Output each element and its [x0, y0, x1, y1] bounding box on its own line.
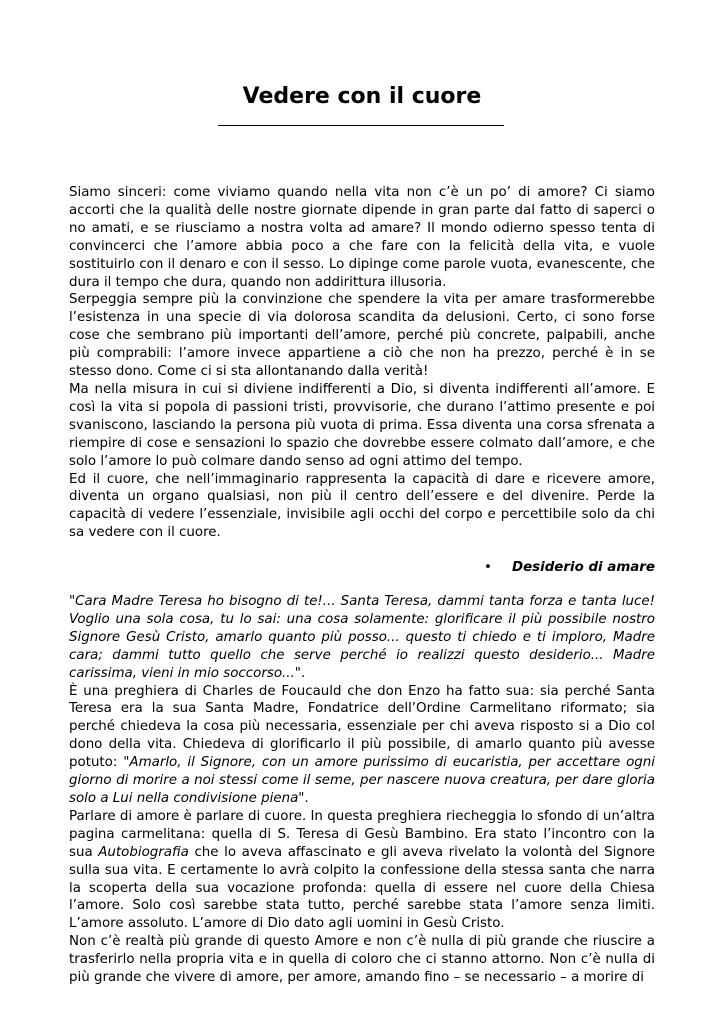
body-paragraph-2 [69, 683, 655, 808]
intro-paragraph-2: Serpeggia sempre più la convinzione che spendere la vita per amare trasformerebbe l’esistenza in una specie di via dolorosa scandita da delusioni. Certo, ci sono forse cose che sembrano più importanti dell’amore, perché più concrete, palpabili, anche più comprabili: l’amore invece appartiene a ciò che non ha prezzo, perché è in se stesso dono. Come ci si sta allontanando dalla verità! [69, 292, 655, 380]
body-paragraph-2-start: È una preghiera di Charles de Foucauld che don Enzo ha fatto sua: sia perché Santa Teresa era la sua Santa Madre, Fondatrice dell’Ordine Carmelitano riformato; sia perché chiedeva la cosa più necessaria, essenziale per chi aveva risposto si a Dio col dono della vita. Chiedeva di glorificarlo il più possibile, di amarlo quanto più avesse potuto: " [69, 683, 655, 771]
prayer-quote: Cara Madre Teresa ho bisogno di te!... Santa Teresa, dammi tanta forza e tanta luce! Voglio una sola cosa, tu lo sai: una cosa solamente: glorificare il più possibile nostro Signore Gesù Cristo, amarlo quanto più posso... questo ti chiedo e ti imploro, Madre cara; dammi tutto quello che serve perché io realizzi questo desiderio... Madre carissima, vieni in mio soccorso... [69, 594, 655, 681]
body-paragraph-3-start: Parlare di amore è parlare di cuore. In questa preghiera riecheggia lo sfondo di un’altra pagina carmelitana: quella di S. Teresa di Gesù Bambino. Era stato l’incontro con la sua [69, 808, 655, 860]
section-heading: Desiderio di amare [511, 560, 655, 575]
body-paragraph-3-end: che lo aveva affascinato e gli aveva rivelato la volontà del Signore sulla sua vita. E certamente lo avrà colpito la confessione della stessa santa che narra la scoperta della sua vocazione profonda: quella di essere nel cuore della Chiesa l’amore. Solo così sarebbe stata tutto, perché sarebbe stata l’amore senza limiti. L’amore assoluto. L’amore di Dio dato agli uomini in Gesù Cristo. [69, 844, 655, 932]
quote-paragraph [69, 593, 655, 683]
intro-paragraph-4: Ed il cuore, che nell’immaginario rappresenta la capacità di dare e ricevere amore, diventa un organo qualsiasi, non più il centro dell’essere e del divenire. Perde la capacità di vedere l’essenziale, invisibile agli occhi del corpo e percettibile solo da chi sa vedere con il cuore. [69, 471, 655, 541]
page-title: Vedere con il cuore [242, 84, 482, 109]
body-paragraph-3 [69, 808, 655, 933]
intro-section [69, 184, 655, 542]
intro-paragraph-3: Ma nella misura in cui si diviene indifferenti a Dio, si diventa indifferenti all’amore. E così la vita si popola di passioni tristi, provvisorie, che durano l’attimo presente e poi svaniscono, lasciando la persona più vuota di prima. Essa diventa una corsa sfrenata a riempire di cose e sensazioni lo spazio che dovrebbe essere colmato dall’amore, e che solo l’amore lo può colmare dando senso ad ogni attimo del tempo. [69, 381, 655, 469]
autobiography-title: Autobiografia [98, 844, 189, 860]
body-paragraph-4: Non c’è realtà più grande di questo Amore e non c’è nulla di più grande che riuscire a trasferirlo nella propria vita e in quella di coloro che ci stanno attorno. Non c’è nulla di più grande che vivere di amore, per amore, amando fino – se necessario – a morire di [69, 934, 655, 986]
title-underline [218, 125, 504, 126]
intro-paragraph-1: Siamo sinceri: come viviamo quando nella vita non c’è un po’ di amore? Ci siamo accorti che la qualità delle nostre giornate dipende in gran parte dal fatto di saperci o no amati, e se riusciamo a nostra volta ad amare? Il mondo odierno spesso tenta di convincerci che l’amore abbia poco a che fare con la felicità della vita, e vuole sostituirlo con il denaro e con il sesso. Lo dipinge come parole vuota, evanescente, che dura il tempo che dura, quando non addirittura illusoria. [69, 185, 655, 290]
body-paragraph-2-end: ". [298, 790, 309, 806]
bullet-icon: • [484, 560, 492, 575]
body-paragraph-2-quote: Amarlo, il Signore, con un amore purissimo di eucaristia, per accettare ogni giorno di morire a noi stessi come il seme, per nascere nuova creatura, per dare gloria solo a Lui nella condivisione piena [69, 755, 655, 806]
quote-open-mark: " [69, 594, 76, 609]
quote-close-mark: ". [294, 665, 306, 681]
body-section [69, 593, 655, 987]
